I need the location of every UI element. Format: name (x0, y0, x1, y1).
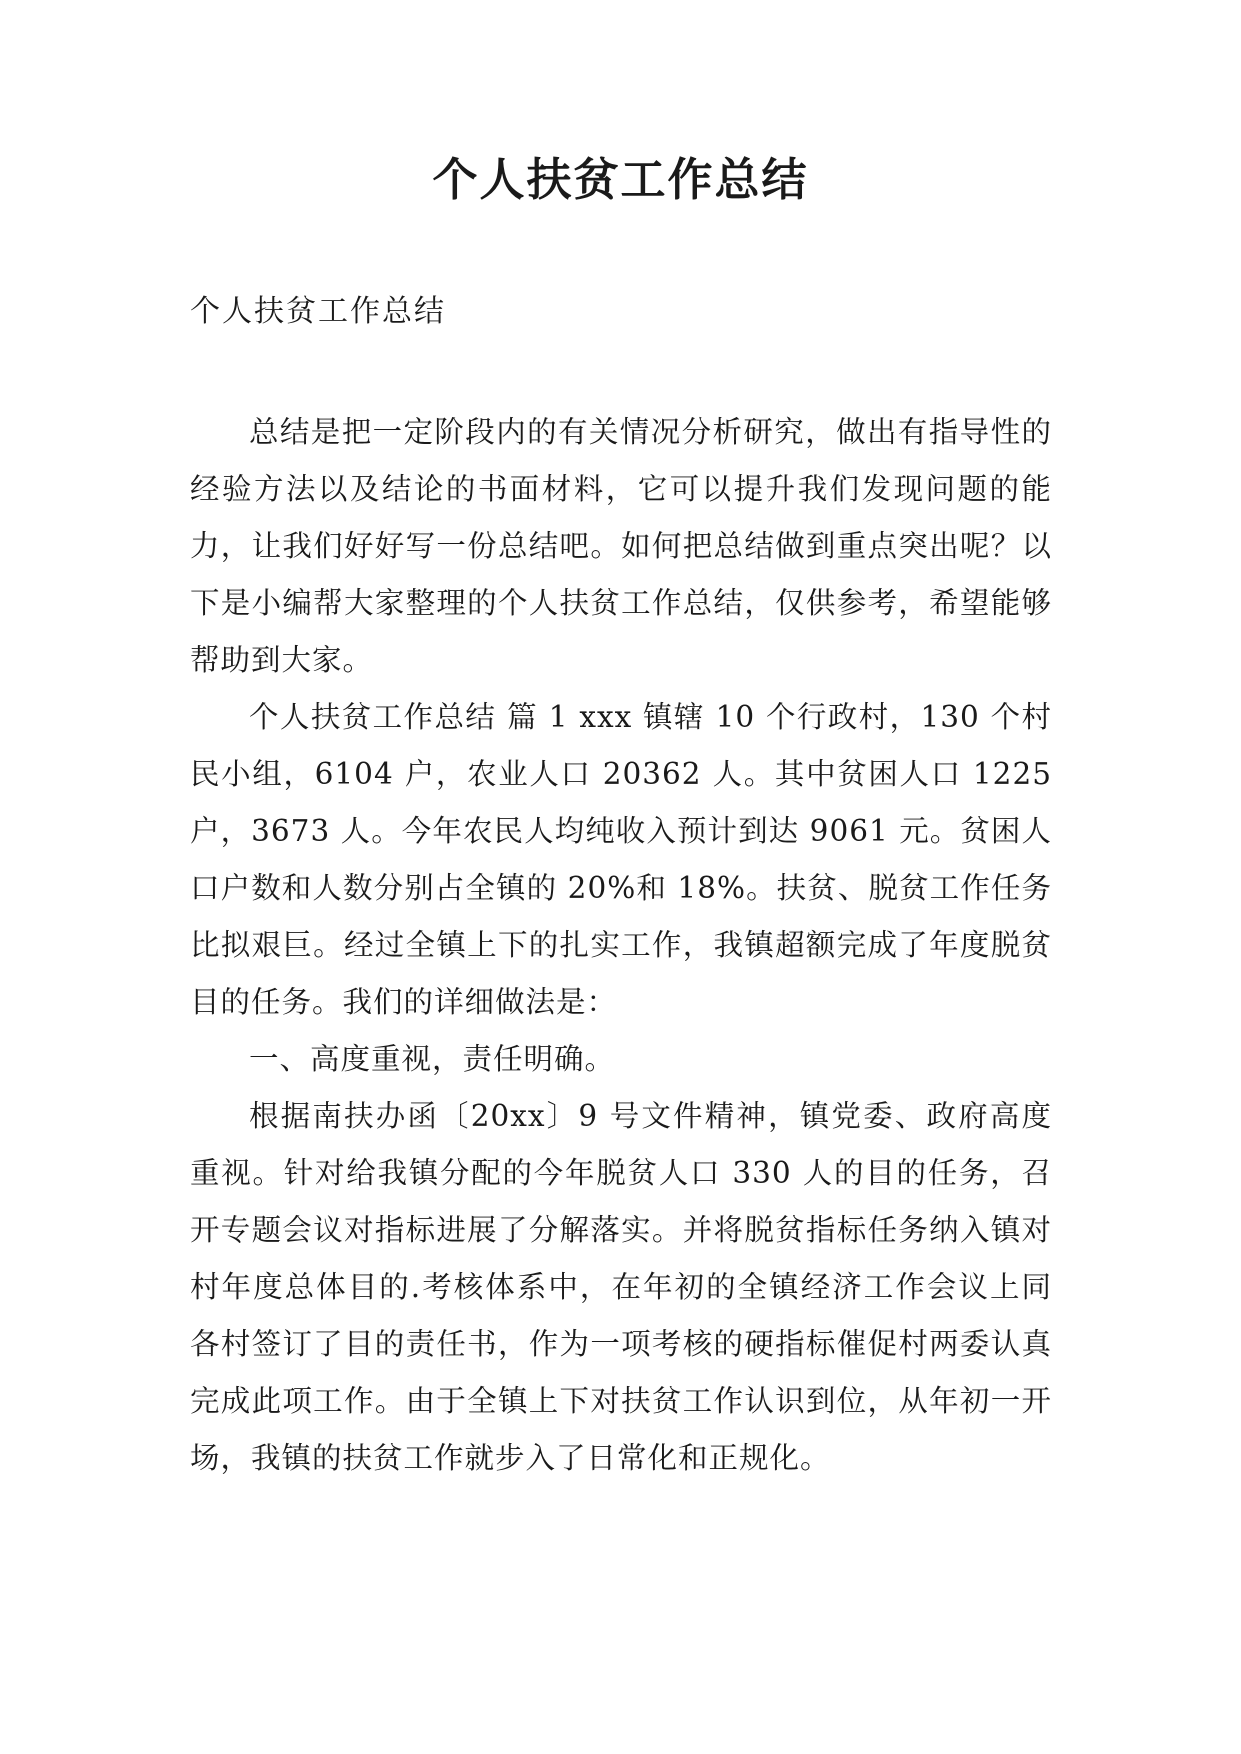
section-paragraph-1: 个人扶贫工作总结 篇 1 xxx 镇辖 10 个行政村，130 个村民小组，6104 户，农业人口 20362 人。其中贫困人口 1225 户，3673 人。今年农民人均纯收入预计到达 9061 元。贫困人口户数和人数分别占全镇的 20%和 18%。扶贫、脱贫工作任务比拟艰巨。经过全镇上下的扎实工作，我镇超额完成了年度脱贫目的任务。我们的详细做法是： (190, 700, 1052, 1019)
heading-paragraph: 一、高度重视，责任明确。 (249, 1042, 616, 1076)
document-body (190, 404, 1052, 1487)
document-subtitle: 个人扶贫工作总结 (190, 294, 446, 329)
document-title: 个人扶贫工作总结 (432, 153, 809, 206)
intro-paragraph: 总结是把一定阶段内的有关情况分析研究，做出有指导性的经验方法以及结论的书面材料，它可以提升我们发现问题的能力，让我们好好写一份总结吧。如何把总结做到重点突出呢？以下是小编帮大家整理的个人扶贫工作总结，仅供参考，希望能够帮助到大家。 (190, 415, 1052, 677)
section-paragraph-2: 根据南扶办函〔20xx〕9 号文件精神，镇党委、政府高度重视。针对给我镇分配的今年脱贫人口 330 人的目的任务，召开专题会议对指标进展了分解落实。并将脱贫指标任务纳入镇对村年度总体目的.考核体系中，在年初的全镇经济工作会议上同各村签订了目的责任书，作为一项考核的硬指标催促村两委认真完成此项工作。由于全镇上下对扶贫工作认识到位，从年初一开场，我镇的扶贫工作就步入了日常化和正规化。 (190, 1099, 1052, 1475)
